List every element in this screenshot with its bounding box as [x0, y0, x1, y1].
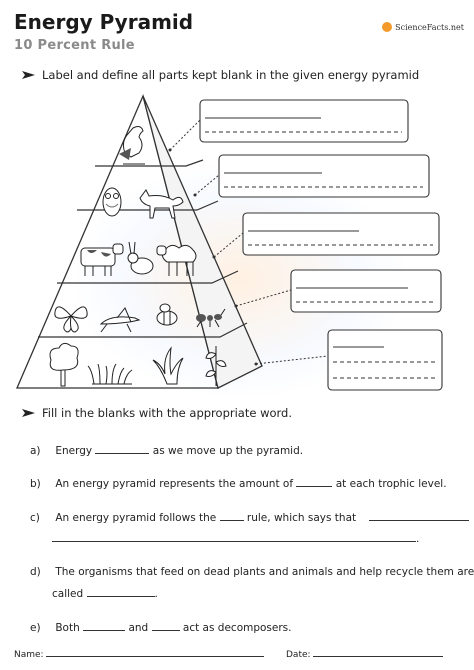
question-c-continuation: .	[52, 531, 419, 545]
owl-icon	[103, 188, 121, 216]
label-box-1	[200, 100, 408, 142]
answer-blank[interactable]	[83, 620, 125, 631]
date-input-line[interactable]	[313, 648, 443, 657]
answer-blank[interactable]	[296, 476, 332, 487]
answer-blank[interactable]	[369, 510, 469, 521]
question-d-continuation: called .	[52, 588, 158, 600]
answer-blank[interactable]	[95, 443, 149, 454]
connector-4	[236, 290, 291, 306]
question-b: b) An energy pyramid represents the amount of at each trophic level.	[30, 478, 447, 490]
logo-text: ScienceFacts.net	[395, 22, 464, 32]
connector-3	[214, 233, 243, 257]
grass-icon	[88, 364, 132, 384]
pencil-arrow-icon	[22, 408, 36, 418]
answer-blank[interactable]	[52, 531, 416, 542]
instruction-label-fill	[22, 406, 292, 420]
level-divider-1	[95, 160, 203, 166]
page-subtitle: 10 Percent Rule	[14, 38, 135, 53]
answer-blank[interactable]	[152, 620, 180, 631]
label-box-3	[243, 213, 439, 255]
shrub-icon	[153, 348, 183, 384]
question-e: e) Both and act as decomposers.	[30, 622, 292, 634]
instruction-text: Fill in the blanks with the appropriate word.	[42, 406, 292, 420]
label-box-4	[291, 270, 441, 312]
grasshopper-icon	[101, 308, 139, 332]
bee-icon	[157, 304, 177, 325]
name-field: Name:	[14, 648, 264, 660]
page-title: Energy Pyramid	[14, 10, 194, 34]
answer-blank[interactable]	[87, 586, 155, 597]
connector-2	[195, 175, 219, 195]
answer-blank[interactable]	[220, 510, 244, 521]
connector-1	[170, 120, 200, 150]
name-input-line[interactable]	[46, 648, 264, 657]
question-a: a) Energy as we move up the pyramid.	[30, 445, 304, 457]
label-box-2	[219, 155, 429, 197]
question-d: d) The organisms that feed on dead plants and animals and help recycle them are	[30, 566, 474, 578]
butterfly-icon	[55, 307, 87, 332]
tree-icon	[50, 343, 78, 386]
connector-5	[256, 356, 328, 364]
question-c: c) An energy pyramid follows the rule, which says that	[30, 510, 469, 524]
label-box-5	[328, 330, 442, 390]
cow-icon	[81, 244, 123, 276]
instruction-text: Label and define all parts kept blank in the given energy pyramid	[42, 68, 420, 82]
eagle-icon	[119, 127, 145, 164]
rabbit-icon	[128, 242, 153, 274]
date-field: Date:	[286, 648, 443, 660]
